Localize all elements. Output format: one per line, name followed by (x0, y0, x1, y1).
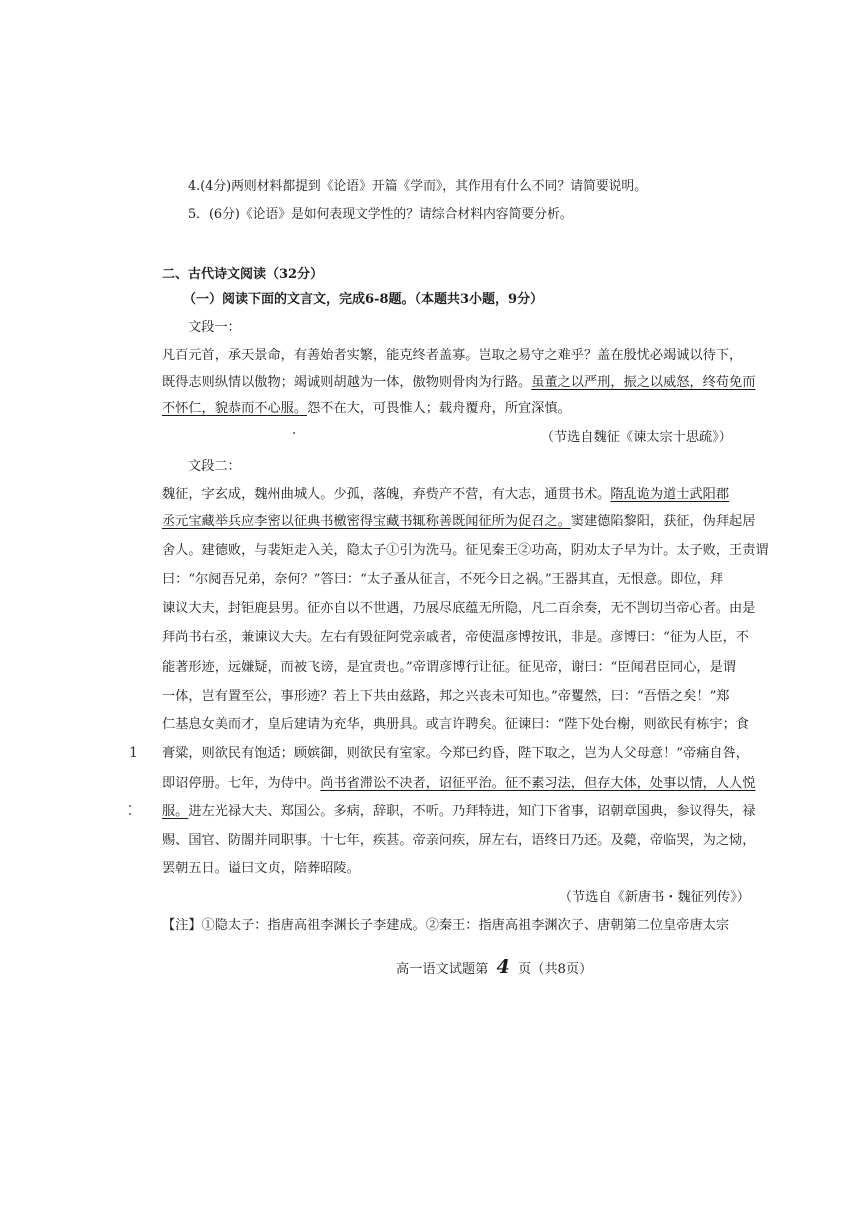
passage2-line (162, 512, 755, 532)
passage1-source: （节选自魏征《谏太宗十思疏》） (540, 430, 732, 445)
passage2-line (162, 802, 755, 822)
section-subtitle: （一）阅读下面的文言文，完成6-8题。（本题共3小题，9分） (183, 292, 544, 307)
passage2-line: 曰：“尔阋吾兄弟，奈何？”答曰：“太子蚤从征言，不死今日之祸。”王器其直，无恨意。即位，拜 (162, 572, 724, 587)
passage2-text: 窦建德陷黎阳，获征，伪拜起居 (570, 514, 756, 529)
passage1-text: 怨不在大，可畏惟人；载舟覆舟，所宜深慎。 (307, 401, 571, 416)
footer-suffix: 页（共8页） (517, 962, 593, 977)
margin-mark: 1 (129, 745, 138, 761)
section-title: 二、古代诗文阅读（32分） (162, 267, 324, 282)
passage2-line: 一体，岂有置至公，事形迹？若上下共由兹路，邦之兴丧未可知也。”帝矍然，曰：“吾悟之矣！”郑 (162, 689, 730, 704)
passage2-line: 膏粱，则欲民有饱适；顾嫔御，则欲民有室家。今郑已约昏，陛下取之，岂为人父母意！”帝痛自咎， (162, 746, 749, 761)
passage2-line: 罢朝五日。谥曰文贞，陪葬昭陵。 (162, 861, 360, 876)
underlined-sentence: 虽董之以严刑，振之以威怒，终苟免而 (531, 375, 756, 390)
footer-page-number: 4 (496, 956, 510, 978)
passage2-text: 即诏停册。七年，为侍中。 (162, 776, 321, 791)
passage2-line: 能著形迹，远嫌疑，而被飞谤，是宜责也。”帝谓彦博行让征。征见帝，谢曰：“臣闻君臣同心，是谓 (162, 660, 736, 675)
underlined-sentence: 隋乱诡为道士武阳郡 (610, 487, 730, 502)
passage1-label: 文段一： (188, 320, 241, 335)
passage2-text: 进左光禄大夫、郑国公。多病，辞职，不听。乃拜特进，知门下省事，诏朝章国典，参议得失，禄 (188, 804, 756, 819)
passage2-line: 谏议大夫，封钜鹿县男。征亦自以不世遇，乃展尽底蕴无所隐，凡二百余奏，无不剀切当帝心者。由是 (162, 601, 756, 616)
passage2-line (162, 485, 729, 505)
passage2-line: 赐、国官、防閤并同职事。十七年，疾甚。帝亲问疾，屏左右，语终日乃还。及薨，帝临哭，为之恸， (162, 833, 756, 848)
underlined-sentence: 服。 (162, 804, 189, 819)
passage1-line (162, 373, 755, 393)
passage2-source: （节选自《新唐书・魏征列传》） (558, 890, 750, 905)
passage1-line: 凡百元首，承天景命，有善始者实繁，能克终者盖寡。岂取之易守之难乎？盖在殷忧必竭诚以待下， (162, 348, 743, 363)
scan-dot (129, 813, 131, 815)
footer-prefix: 高一语文试题第 (396, 962, 489, 977)
page-footer (396, 957, 592, 980)
scan-dot (293, 432, 295, 434)
underlined-sentence: 尚书省滞讼不决者，诏征平治。征不素习法，但存大体，处事以情，人人悦 (320, 776, 756, 791)
passage2-label: 文段二： (188, 459, 241, 474)
passage2-line: 拜尚书右丞，兼谏议大夫。左右有毁征阿党亲戚者，帝使温彦博按讯，非是。彦博曰：“征为人臣，不 (162, 630, 749, 645)
underlined-sentence: 不怀仁，貌恭而不心服。 (162, 401, 308, 416)
footnote: 【注】①隐太子：指唐高祖李渊长子李建成。②秦王：指唐高祖李渊次子、唐朝第二位皇帝唐太宗 (162, 918, 730, 933)
passage2-line: 舍人。建德败，与裴矩走入关，隐太子①引为洗马。征见秦王②功高，阴劝太子早为计。太子败，王责谓 (162, 543, 769, 558)
passage2-text: 魏征，字玄成，魏州曲城人。少孤，落魄，弃赀产不营，有大志，通贯书术。 (162, 487, 611, 502)
passage1-text: 既得志则纵情以傲物；竭诚则胡越为一体，傲物则骨肉为行路。 (162, 375, 532, 390)
passage2-line: 仁基息女美而才，皇后建请为充华，典册具。或言许聘矣。征谏曰：“陛下处台榭，则欲民有栋宇；食 (162, 717, 749, 732)
scan-dot (129, 805, 131, 807)
question-4: 4.(4分)两则材料都提到《论语》开篇《学而》，其作用有什么不同？请简要说明。 (188, 179, 648, 194)
passage2-line (162, 774, 755, 794)
passage1-line (162, 399, 571, 419)
underlined-sentence: 丞元宝藏举兵应李密以征典书檄密得宝藏书辄称善既闻征所为促召之。 (162, 514, 571, 529)
question-5: 5．(6分)《论语》是如何表现文学性的？请综合材料内容简要分析。 (188, 207, 573, 222)
